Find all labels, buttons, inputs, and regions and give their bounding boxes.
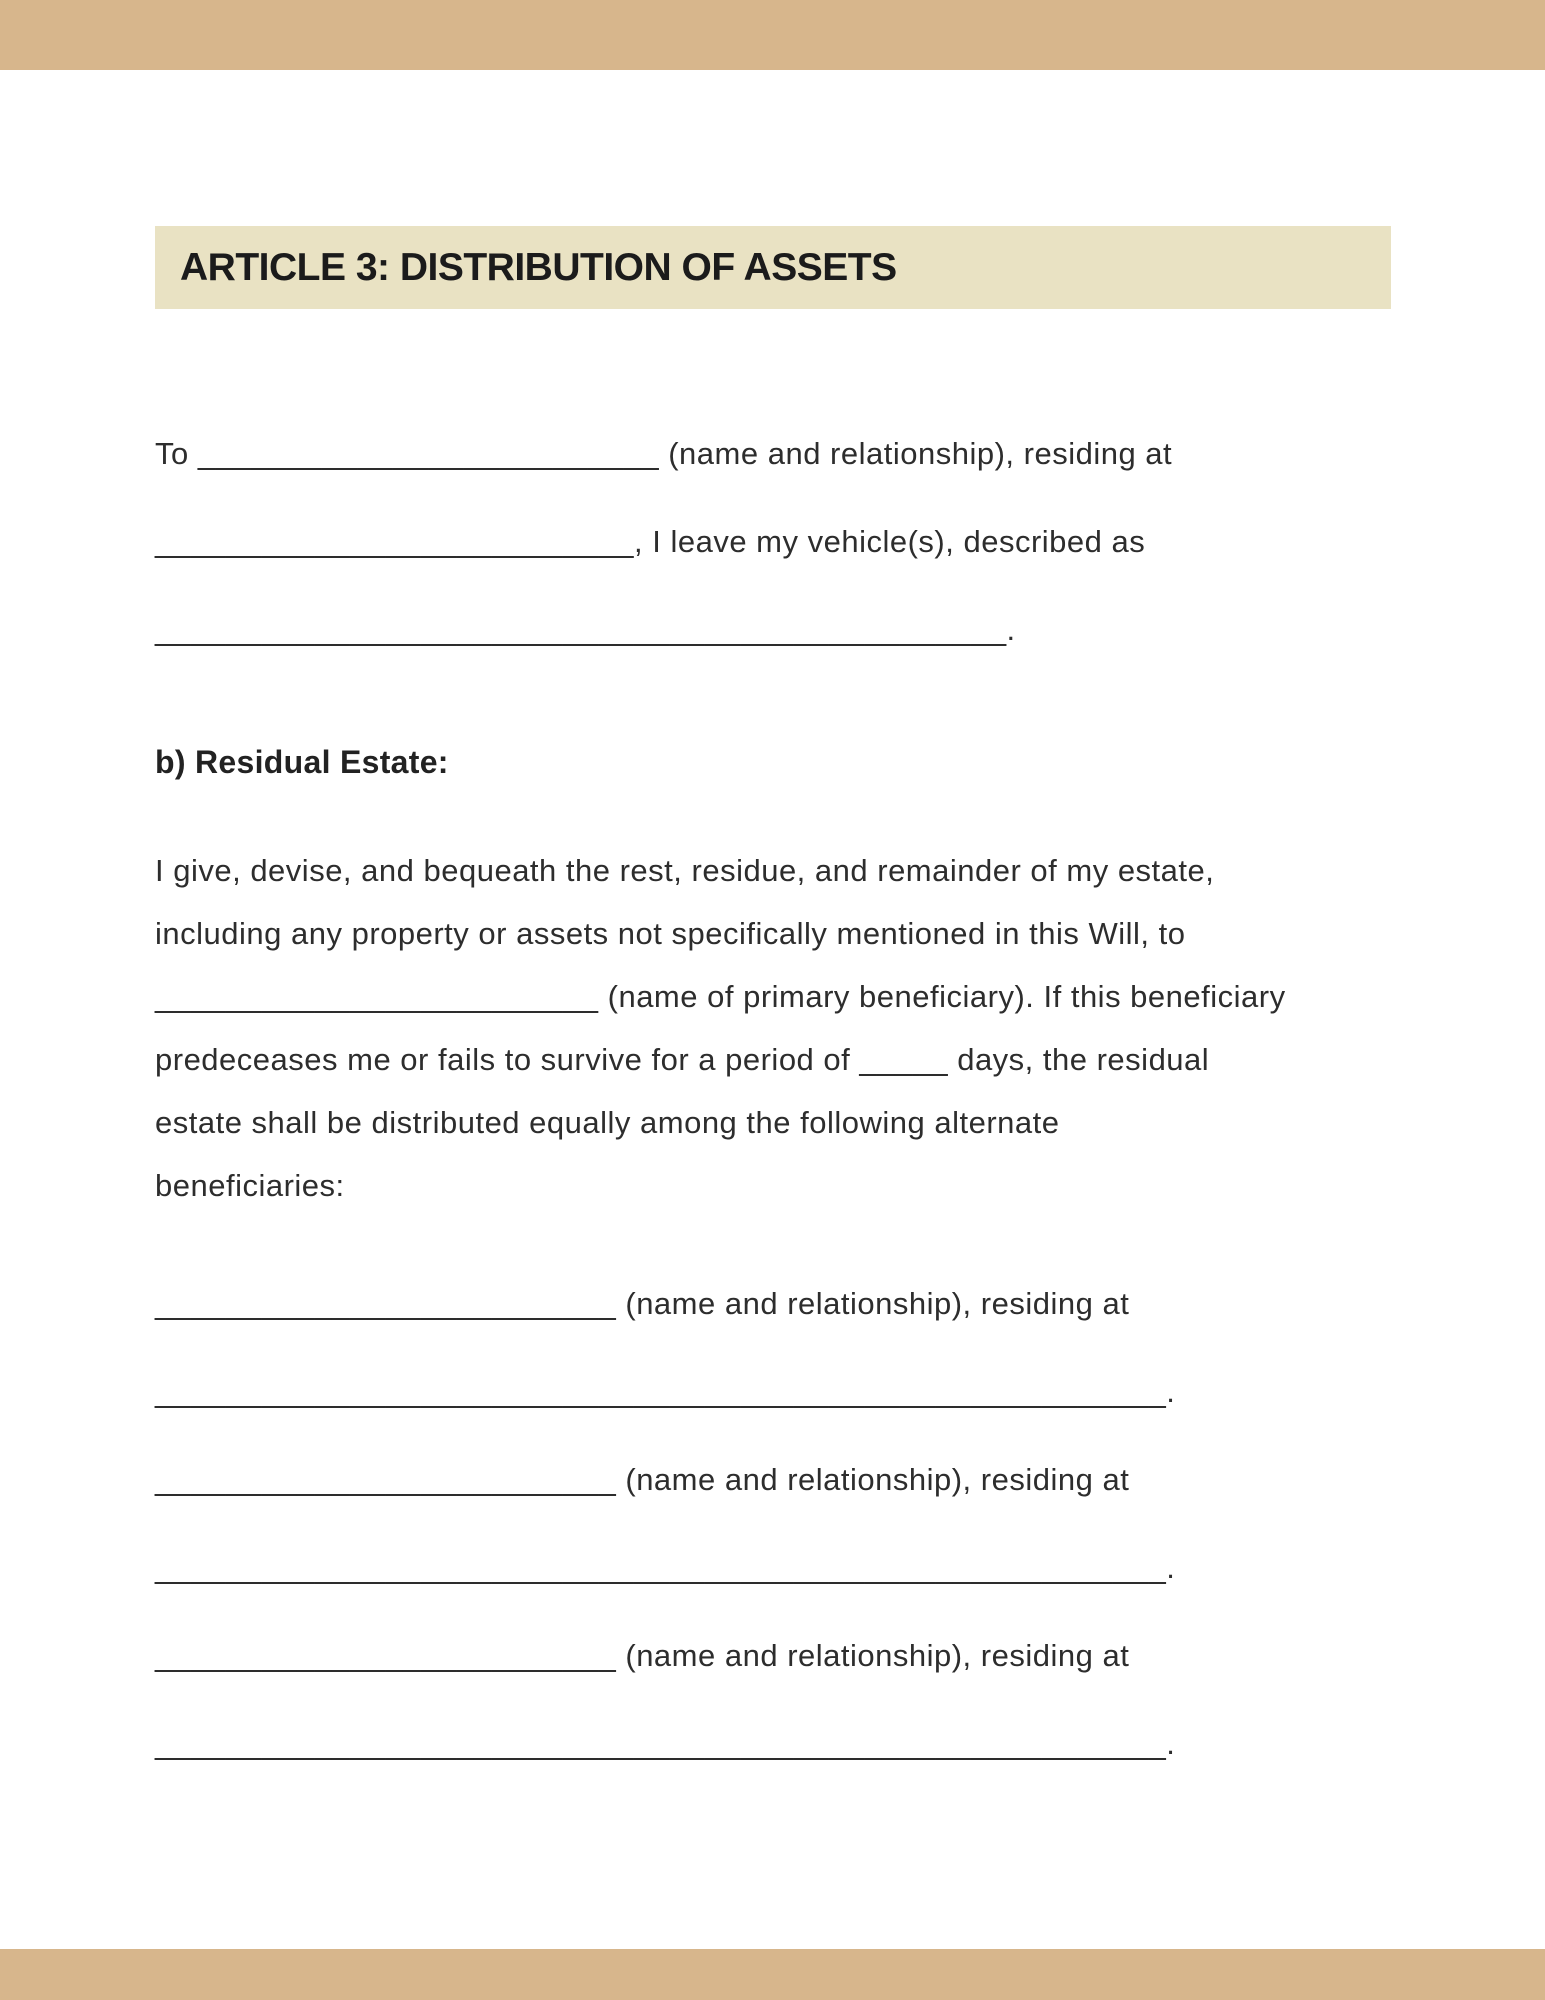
vehicle-clause-blank-line: ________________________________________________. bbox=[155, 612, 1016, 647]
alternate-beneficiaries-list bbox=[155, 1272, 1425, 1775]
alternate-beneficiary-1-name-line: __________________________ (name and relationship), residing at bbox=[155, 1286, 1130, 1321]
vehicle-bequest-section bbox=[155, 422, 1425, 661]
alternate-beneficiary-3-address-line: _________________________________________________________. bbox=[155, 1726, 1176, 1761]
alternate-beneficiary-3-name-line: __________________________ (name and relationship), residing at bbox=[155, 1638, 1130, 1673]
will-document-page bbox=[0, 70, 1545, 1800]
vehicle-clause-line-1: To __________________________ (name and relationship), residing at bbox=[155, 436, 1173, 471]
residual-paragraph-line-1: I give, devise, and bequeath the rest, residue, and remainder of my estate, bbox=[155, 853, 1215, 888]
residual-estate-heading: b) Residual Estate: bbox=[155, 744, 449, 780]
residual-paragraph-line-6: beneficiaries: bbox=[155, 1168, 345, 1203]
alternate-beneficiary-2-name-line: __________________________ (name and relationship), residing at bbox=[155, 1462, 1130, 1497]
bottom-decoration-band bbox=[0, 1949, 1545, 2000]
residual-paragraph-line-4: predeceases me or fails to survive for a period of _____ days, the residual bbox=[155, 1042, 1210, 1077]
alternate-beneficiary-2-address-line: _________________________________________________________. bbox=[155, 1550, 1176, 1585]
residual-paragraph-line-5: estate shall be distributed equally among the following alternate bbox=[155, 1105, 1060, 1140]
residual-paragraph-line-2: including any property or assets not specifically mentioned in this Will, to bbox=[155, 916, 1186, 951]
vehicle-clause-line-2: ___________________________, I leave my vehicle(s), described as bbox=[155, 524, 1146, 559]
top-decoration-band bbox=[0, 0, 1545, 70]
article-header-bar bbox=[155, 226, 1391, 309]
residual-estate-paragraph bbox=[155, 839, 1425, 1217]
residual-paragraph-line-3: _________________________ (name of primary beneficiary). If this beneficiary bbox=[155, 979, 1286, 1014]
alternate-beneficiary-1-address-line: _________________________________________________________. bbox=[155, 1374, 1176, 1409]
article-title: ARTICLE 3: DISTRIBUTION OF ASSETS bbox=[180, 245, 897, 289]
